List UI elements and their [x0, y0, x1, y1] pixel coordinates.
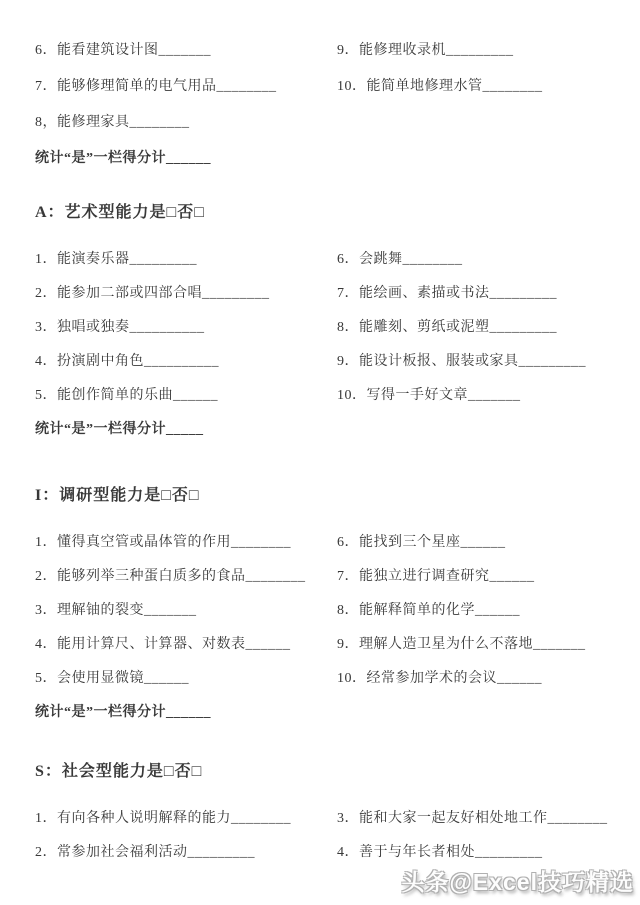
toutiao-watermark: 头条@Excel技巧精选 [401, 869, 634, 895]
questionnaire-item: 5．能创作简单的乐曲______ [35, 388, 218, 403]
item-row [35, 536, 632, 550]
item-row [35, 287, 632, 301]
section-artistic [35, 203, 632, 437]
questionnaire-item: 4．扮演剧中角色__________ [35, 354, 219, 369]
questionnaire-item: 6．会跳舞________ [337, 252, 463, 267]
questionnaire-item: 10．写得一手好文章_______ [337, 388, 521, 403]
questionnaire-item: 9．理解人造卫星为什么不落地_______ [337, 637, 586, 652]
questionnaire-item: 3．独唱或独奏__________ [35, 320, 205, 335]
section-title: I：调研型能力是□否□ [35, 487, 200, 504]
questionnaire-item: 1．有向各种人说明解释的能力________ [35, 811, 291, 826]
item-row [35, 321, 632, 335]
questionnaire-item: 7．能独立进行调查研究______ [337, 569, 535, 584]
section-title: A：艺术型能力是□否□ [35, 204, 205, 221]
questionnaire-item: 6．能看建筑设计图_______ [35, 43, 211, 58]
questionnaire-item: 1．懂得真空管或晶体管的作用________ [35, 535, 291, 550]
item-row [35, 846, 632, 860]
questionnaire-item: 2．常参加社会福利活动_________ [35, 845, 255, 860]
questionnaire-item: 5．会使用显微镜______ [35, 671, 189, 686]
questionnaire-item: 4．能用计算尺、计算器、对数表______ [35, 637, 291, 652]
item-row [35, 389, 632, 403]
score-total-line: 统计“是”一栏得分计______ [35, 151, 211, 166]
score-total-line: 统计“是”一栏得分计______ [35, 705, 211, 720]
questionnaire-item: 10．经常参加学术的会议______ [337, 671, 542, 686]
item-row [35, 116, 632, 130]
questionnaire-item: 10．能简单地修理水管________ [337, 79, 543, 94]
score-total-line: 统计“是”一栏得分计_____ [35, 422, 204, 437]
item-row [35, 638, 632, 652]
questionnaire-item: 9．能设计板报、服装或家具_________ [337, 354, 586, 369]
item-row [35, 812, 632, 826]
section-investigative [35, 486, 632, 720]
questionnaire-item: 6．能找到三个星座______ [337, 535, 506, 550]
item-row [35, 44, 632, 58]
questionnaire-item: 7．能够修理简单的电气用品________ [35, 79, 277, 94]
questionnaire-item: 8．能解释简单的化学______ [337, 603, 520, 618]
questionnaire-item: 8，能修理家具________ [35, 115, 190, 130]
section-title: S：社会型能力是□否□ [35, 763, 203, 780]
questionnaire-item: 9．能修理收录机_________ [337, 43, 514, 58]
section-realistic-partial [35, 44, 632, 166]
item-row [35, 355, 632, 369]
questionnaire-item: 3．理解铀的裂变_______ [35, 603, 197, 618]
item-row [35, 570, 632, 584]
questionnaire-item: 4．善于与年长者相处_________ [337, 845, 543, 860]
questionnaire-item: 2．能够列举三种蛋白质多的食品________ [35, 569, 306, 584]
questionnaire-item: 1．能演奏乐器_________ [35, 252, 197, 267]
section-social [35, 762, 632, 880]
questionnaire-item [337, 116, 632, 130]
item-row [35, 672, 632, 686]
questionnaire-item: 3．能和大家一起友好相处地工作________ [337, 811, 608, 826]
item-row [35, 80, 632, 94]
questionnaire-item: 2．能参加二部或四部合唱_________ [35, 286, 270, 301]
questionnaire-item: 8．能雕刻、剪纸或泥塑_________ [337, 320, 557, 335]
item-row [35, 604, 632, 618]
questionnaire-item: 7．能绘画、素描或书法_________ [337, 286, 557, 301]
item-row [35, 253, 632, 267]
